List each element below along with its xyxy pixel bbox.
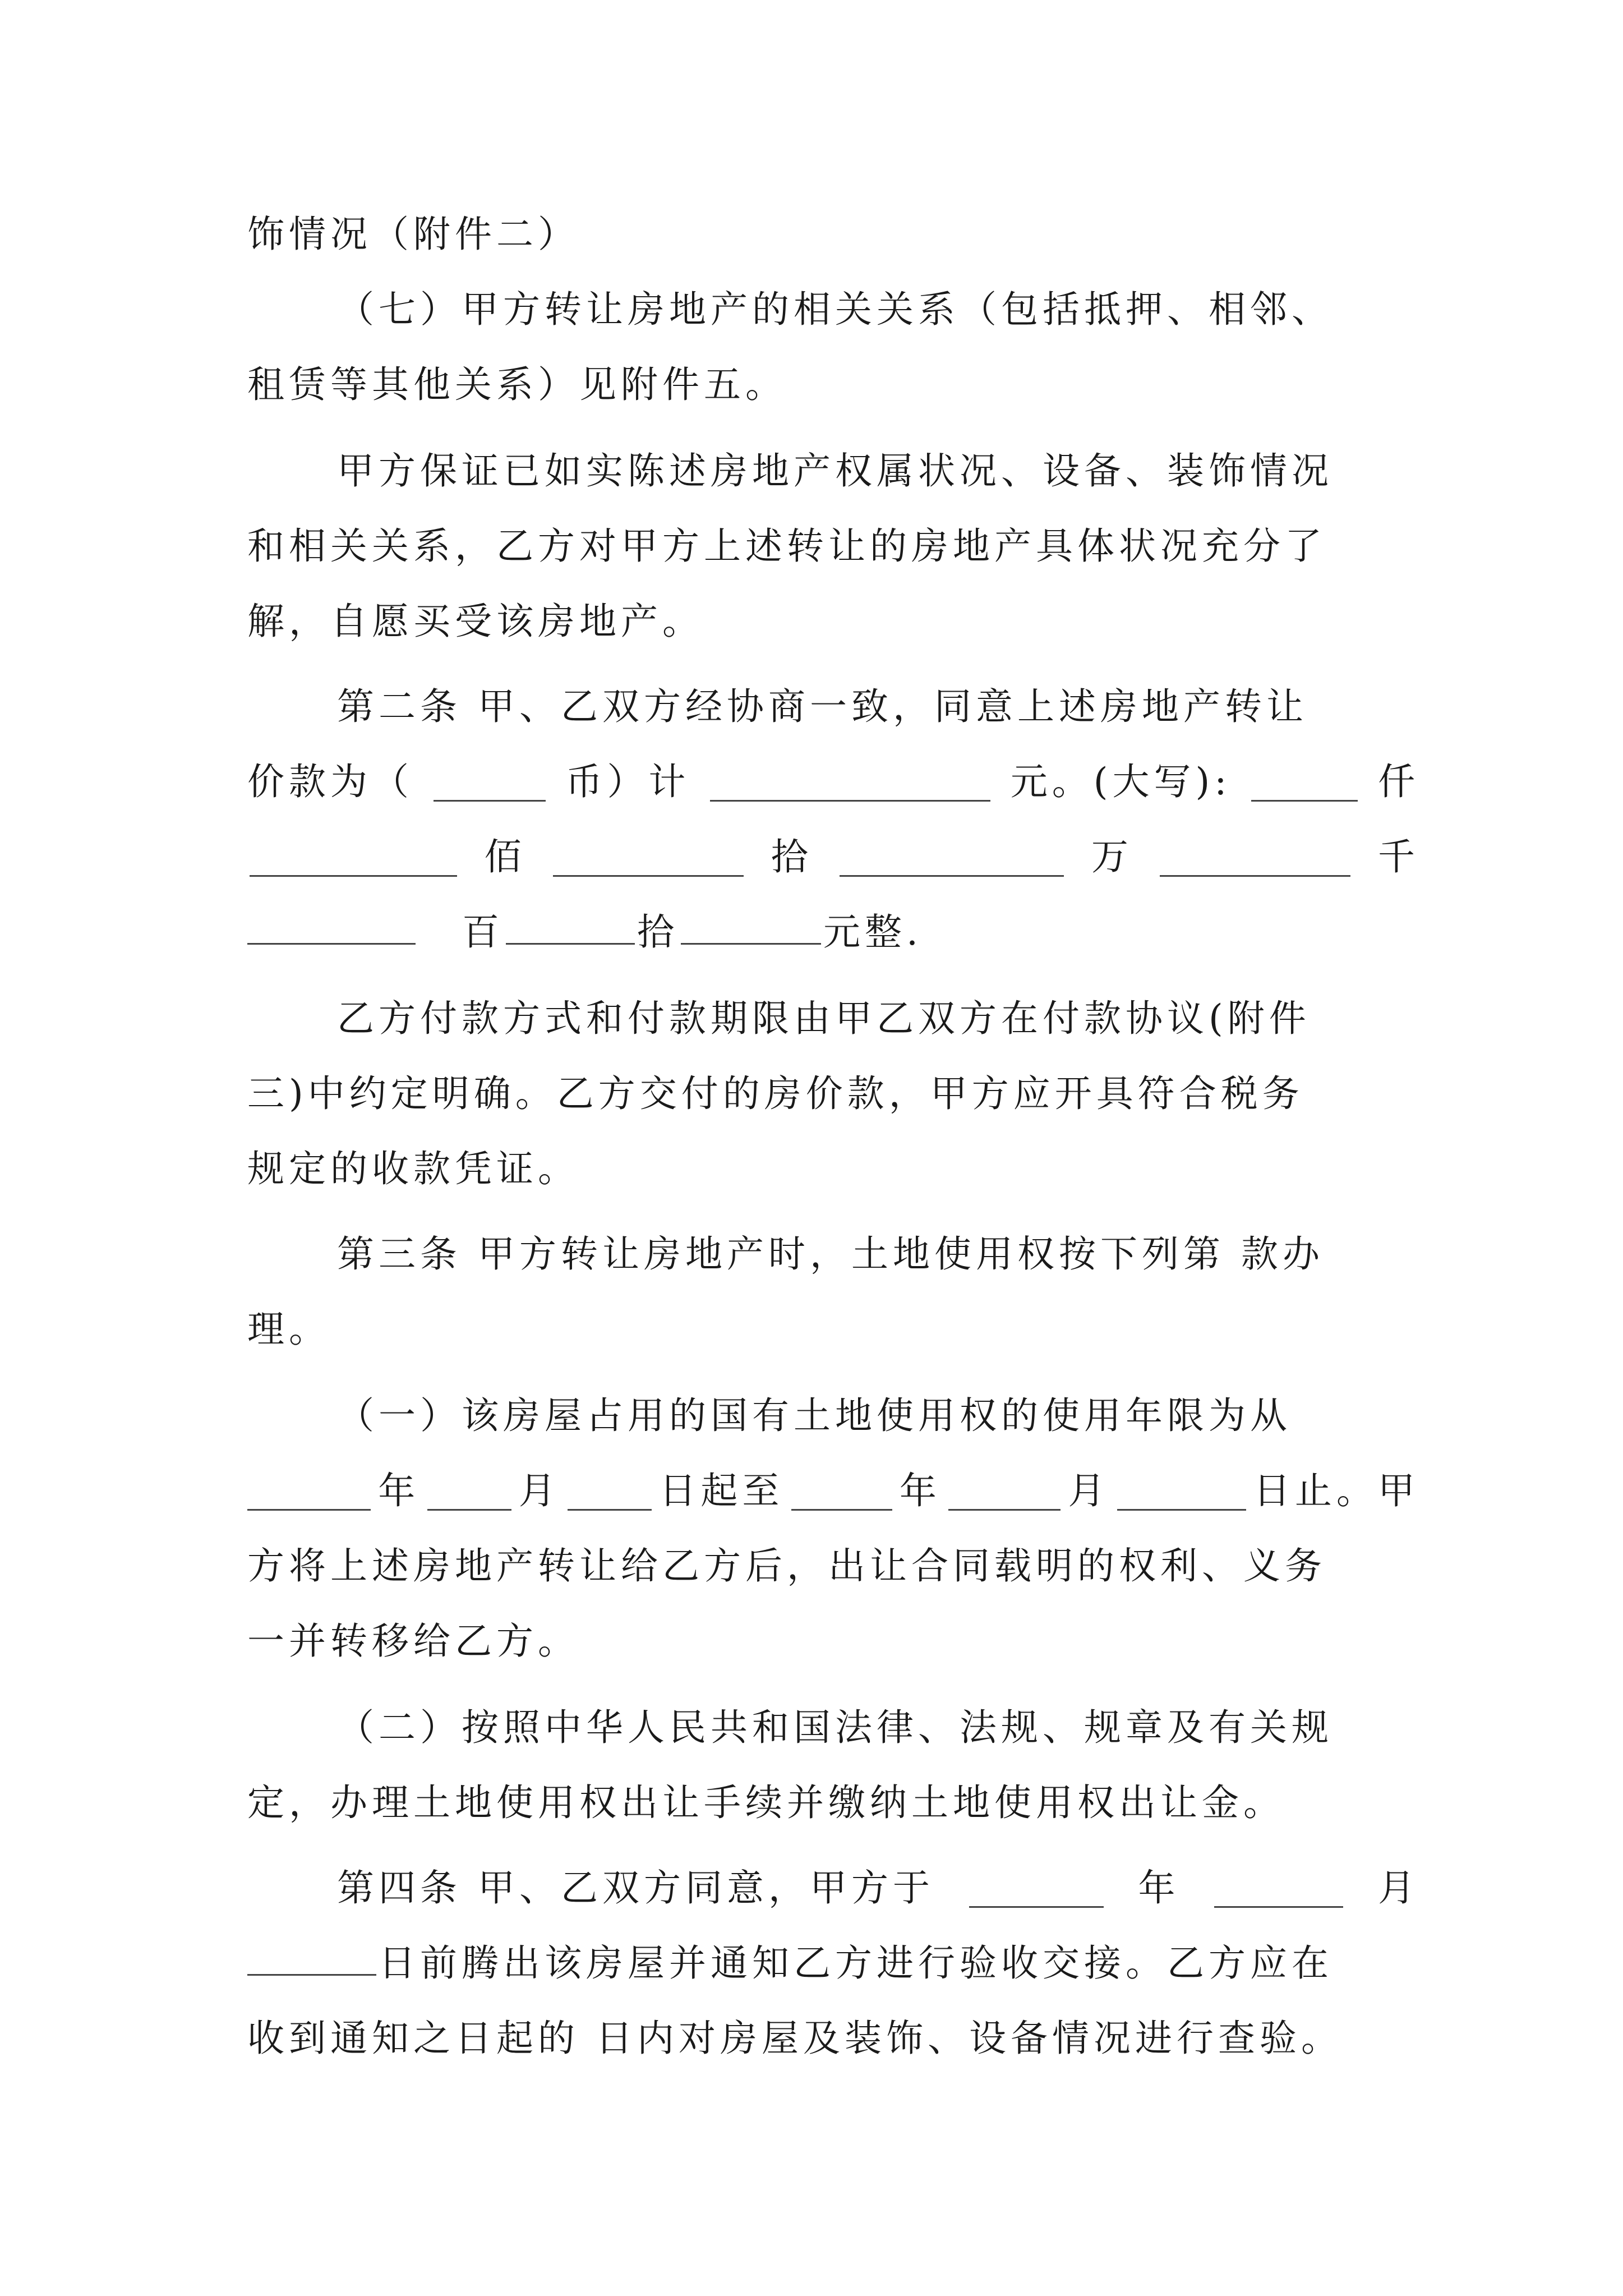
unit-qian2: 千 xyxy=(1377,835,1419,878)
article4-text: 日前腾出该房屋并通知乙方进行验收交接。乙方应在 xyxy=(379,1941,1333,1985)
unit-qian: 仟 xyxy=(1377,760,1419,803)
text-line: （一）该房屋占用的国有土地使用权的使用年限为从 xyxy=(337,1394,1292,1437)
currency-blank[interactable] xyxy=(434,763,546,802)
start-month-blank[interactable] xyxy=(427,1472,511,1511)
unit-shi2: 拾 xyxy=(637,910,679,954)
text-line: 方将上述房地产转让给乙方后，出让合同载明的权利、义务 xyxy=(247,1544,1326,1588)
text-line: 定，办理土地使用权出让手续并缴纳土地使用权出让金。 xyxy=(247,1781,1285,1824)
price-tail-line xyxy=(247,899,1419,966)
end-day-blank[interactable] xyxy=(1117,1472,1246,1511)
text-line xyxy=(337,276,1419,343)
price-label: 价款为（ xyxy=(247,760,413,803)
start-day-blank[interactable] xyxy=(568,1472,652,1511)
text-line: （二）按照中华人民共和国法律、法规、规章及有关规 xyxy=(337,1706,1333,1749)
vacate-day-blank[interactable] xyxy=(247,1937,376,1976)
vacate-year-blank[interactable] xyxy=(969,1869,1104,1908)
year2-label: 年 xyxy=(899,1469,941,1512)
text-line: 和相关关系，乙方对甲方上述转让的房地产具体状况充分了 xyxy=(247,524,1326,568)
shi-wan-blank[interactable] xyxy=(553,838,744,877)
vacate-month-blank[interactable] xyxy=(1214,1869,1343,1908)
start-year-blank[interactable] xyxy=(247,1472,371,1511)
month-label: 月 xyxy=(518,1469,560,1512)
text-line: 理。 xyxy=(247,1308,330,1351)
qian-blank[interactable] xyxy=(1160,838,1350,877)
text-line: 饰情况（附件二） xyxy=(247,213,579,256)
bai-wan-blank[interactable] xyxy=(250,838,457,877)
unit-wan: 万 xyxy=(1091,835,1133,878)
text-line: 收到通知之日起的 日内对房屋及装饰、设备情况进行查验。 xyxy=(247,2017,1343,2060)
text-line: 甲方保证已如实陈述房地产权属状况、设备、装饰情况 xyxy=(337,449,1333,493)
text-line: 乙方付款方式和付款期限由甲乙双方在付款协议(附件 xyxy=(337,997,1311,1040)
qian-wan-blank[interactable] xyxy=(1251,763,1358,802)
vacate-month-label: 月 xyxy=(1377,1866,1419,1910)
date-range-line xyxy=(247,1457,1419,1525)
text-line: 一并转移给乙方。 xyxy=(247,1619,579,1663)
price-units-line xyxy=(247,823,1419,891)
unit-shi: 拾 xyxy=(771,835,813,878)
bai-blank[interactable] xyxy=(247,906,416,945)
day-from-label: 日起至 xyxy=(659,1469,784,1512)
article4-line xyxy=(337,1855,1419,1922)
article4-line2 xyxy=(247,1930,1419,1997)
month2-label: 月 xyxy=(1068,1469,1110,1512)
text-line: 第二条 甲、乙双方经协商一致，同意上述房地产转让 xyxy=(337,685,1308,728)
wan-blank[interactable] xyxy=(840,838,1064,877)
day-end-label: 日止。甲 xyxy=(1253,1469,1419,1512)
text-line: 租赁等其他关系）见附件五。 xyxy=(247,363,787,406)
unit-bai: 佰 xyxy=(484,835,526,878)
unit-bai2: 百 xyxy=(462,910,504,954)
currency-label: 币）计 xyxy=(565,760,690,803)
article4-label: 第四条 甲、乙双方同意，甲方于 xyxy=(337,1866,934,1910)
text-line: 三)中约定明确。乙方交付的房价款，甲方应开具符合税务 xyxy=(247,1072,1304,1115)
end-year-blank[interactable] xyxy=(791,1472,892,1511)
end-month-blank[interactable] xyxy=(948,1472,1061,1511)
price-line xyxy=(247,748,1419,816)
vacate-year-label: 年 xyxy=(1138,1866,1180,1910)
text-line: 规定的收款凭证。 xyxy=(247,1147,579,1190)
yuan-zheng: 元整. xyxy=(823,910,923,954)
uppercase-label: 元。(大写): xyxy=(1010,760,1232,803)
text-line: 第三条 甲方转让房地产时，土地使用权按下列第 款办 xyxy=(337,1232,1324,1276)
shi-blank[interactable] xyxy=(506,906,635,945)
text-segment: （七）甲方转让房地产的相关关系（包括抵押、相邻、 xyxy=(337,288,1333,331)
year-label: 年 xyxy=(378,1469,420,1512)
amount-blank[interactable] xyxy=(710,763,990,802)
text-line: 解，自愿买受该房地产。 xyxy=(247,600,704,643)
yuan-blank[interactable] xyxy=(681,906,821,945)
